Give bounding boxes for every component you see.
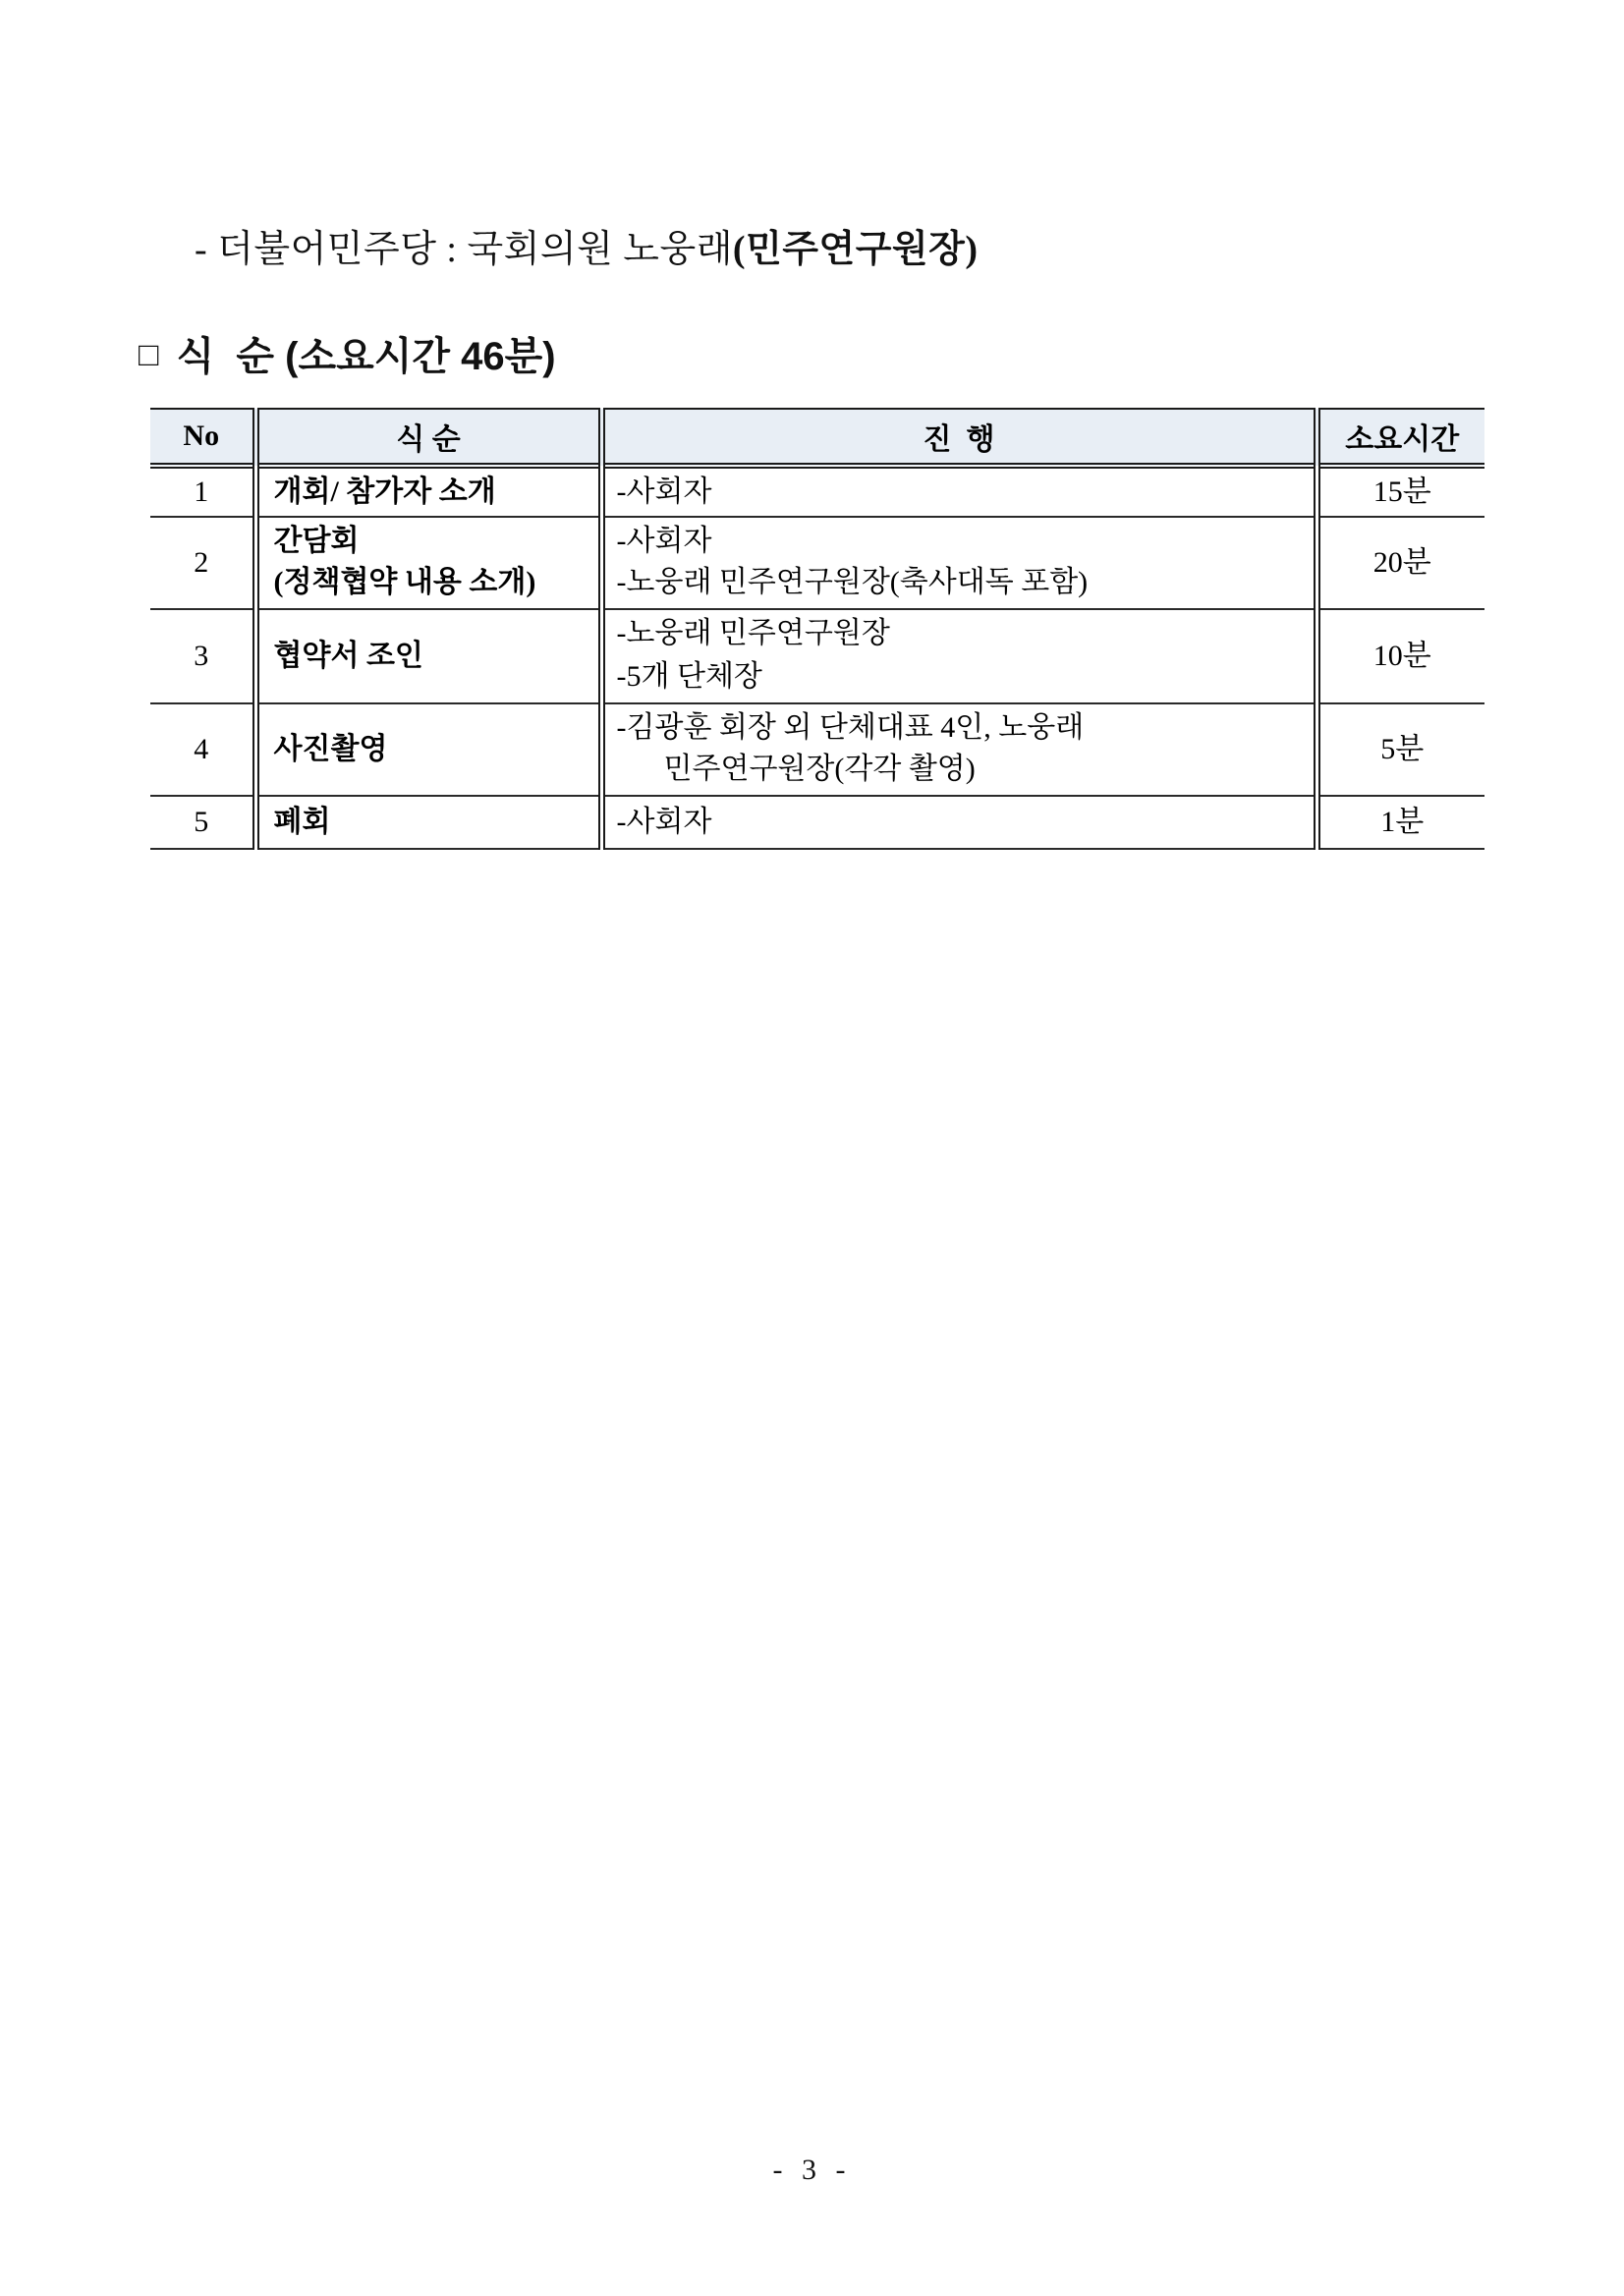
step-line: 사진촬영 bbox=[273, 733, 388, 765]
header-cell-step bbox=[255, 409, 601, 466]
duration-value: 15분 bbox=[1372, 476, 1431, 508]
step-line: 개회/ 참가자 소개 bbox=[273, 476, 496, 508]
cell-duration bbox=[1316, 609, 1484, 703]
duration-value: 1분 bbox=[1380, 806, 1425, 838]
cell-proceed bbox=[601, 466, 1316, 517]
proceed-line: 민주연구원장(각각 촬영) bbox=[663, 753, 976, 785]
step-line: 폐회 bbox=[273, 806, 331, 838]
header-proceed-label: 진 행 bbox=[923, 423, 995, 456]
row-no: 2 bbox=[194, 546, 209, 579]
row-no: 1 bbox=[194, 476, 209, 508]
table-row bbox=[150, 517, 1484, 609]
cell-duration bbox=[1316, 517, 1484, 609]
cell-proceed bbox=[601, 517, 1316, 609]
row-no: 5 bbox=[194, 806, 209, 838]
duration-value: 5분 bbox=[1380, 733, 1425, 765]
header-cell-duration bbox=[1316, 409, 1484, 466]
duration-value: 10분 bbox=[1372, 640, 1431, 672]
intro-line-bold-text: (민주연구원장) bbox=[732, 229, 979, 270]
header-no-label: No bbox=[183, 420, 220, 452]
row-no: 4 bbox=[194, 733, 209, 765]
duration-value: 20분 bbox=[1372, 546, 1431, 579]
section-title: 식 순 (소요시간 46분) bbox=[176, 335, 556, 378]
cell-proceed bbox=[601, 609, 1316, 703]
cell-no bbox=[150, 609, 255, 703]
proceed-line: -사회자 bbox=[616, 525, 712, 557]
cell-step bbox=[255, 703, 601, 796]
cell-no bbox=[150, 796, 255, 849]
intro-line bbox=[155, 179, 978, 320]
cell-duration bbox=[1316, 703, 1484, 796]
proceed-line: -김광훈 회장 외 단체대표 4인, 노웅래 bbox=[616, 711, 1085, 744]
step-line: 협약서 조인 bbox=[273, 640, 423, 672]
row-no: 3 bbox=[194, 640, 209, 672]
agenda-table bbox=[150, 408, 1484, 850]
header-cell-proceed bbox=[601, 409, 1316, 466]
intro-line-text: - 더불어민주당 : 국회의원 노웅래 bbox=[195, 229, 733, 270]
header-duration-label: 소요시간 bbox=[1345, 423, 1460, 456]
cell-proceed bbox=[601, 796, 1316, 849]
cell-step bbox=[255, 517, 601, 609]
cell-proceed bbox=[601, 703, 1316, 796]
cell-step bbox=[255, 466, 601, 517]
cell-no bbox=[150, 703, 255, 796]
step-line: (정책협약 내용 소개) bbox=[273, 566, 536, 598]
table-row bbox=[150, 703, 1484, 796]
header-cell-no bbox=[150, 409, 255, 466]
table-header-row bbox=[150, 409, 1484, 466]
step-line: 간담회 bbox=[273, 525, 360, 557]
cell-step bbox=[255, 609, 601, 703]
square-bullet-icon: □ bbox=[139, 336, 159, 373]
proceed-line: -사회자 bbox=[616, 806, 712, 838]
table-row bbox=[150, 796, 1484, 849]
cell-duration bbox=[1316, 796, 1484, 849]
table-row bbox=[150, 466, 1484, 517]
proceed-line: -노웅래 민주연구원장 bbox=[616, 617, 890, 649]
cell-no bbox=[150, 466, 255, 517]
cell-no bbox=[150, 517, 255, 609]
proceed-line: -5개 단체장 bbox=[616, 660, 762, 693]
cell-step bbox=[255, 796, 601, 849]
table-row bbox=[150, 609, 1484, 703]
section-heading bbox=[139, 332, 556, 381]
proceed-line: -노웅래 민주연구원장(축사대독 포함) bbox=[616, 566, 1089, 598]
page-number: - 3 - bbox=[772, 2154, 852, 2186]
header-step-label: 식 순 bbox=[396, 423, 461, 456]
cell-duration bbox=[1316, 466, 1484, 517]
proceed-line: -사회자 bbox=[616, 476, 712, 508]
